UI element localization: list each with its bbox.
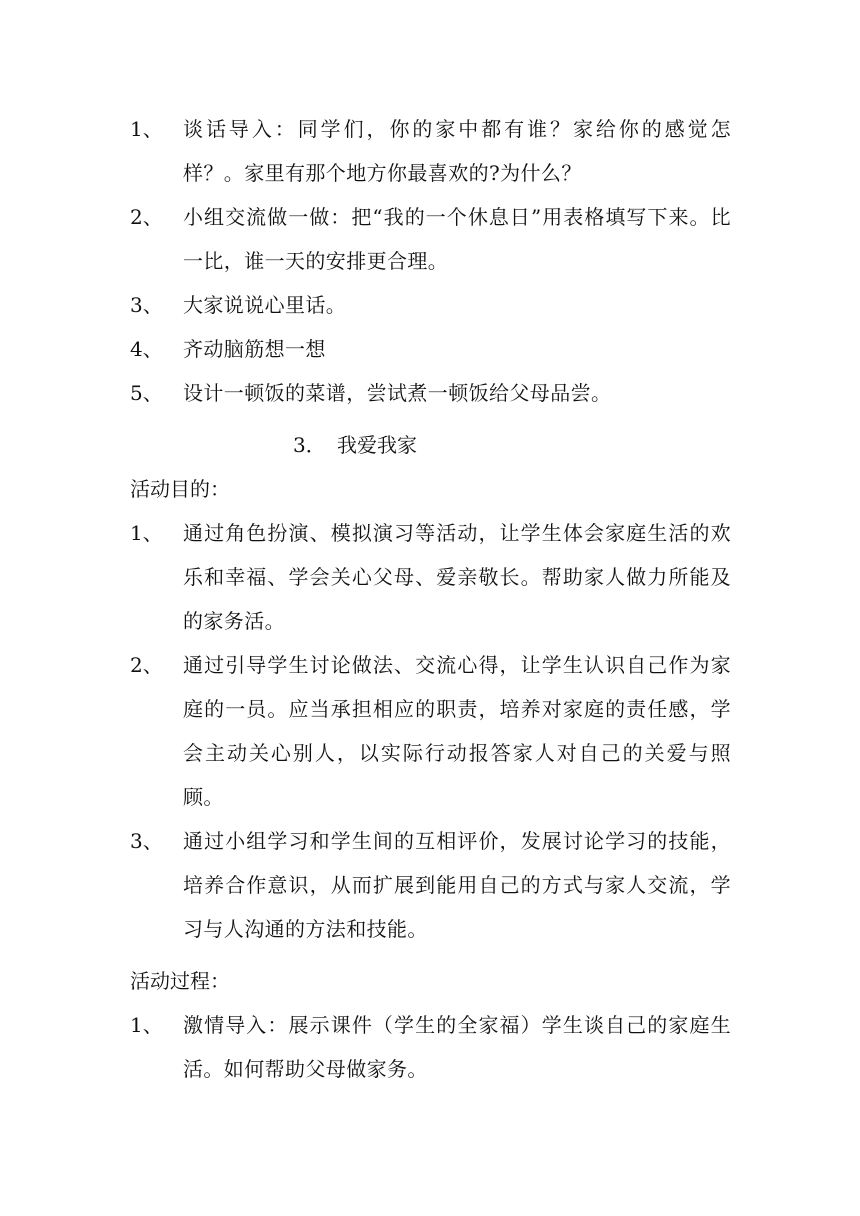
list-item-number: 1、: [130, 1013, 163, 1037]
list-item-text: 通过小组学习和学生间的互相评价，发展讨论学习的技能，培养合作意识，从而扩展到能用自己的方式与家人交流，学习与人沟通的方法和技能。: [183, 829, 731, 941]
list-item: [0, 1003, 860, 1091]
list-item-number: 5、: [130, 381, 163, 405]
list-item: [0, 511, 860, 643]
list-item-text: 齐动脑筋想一想: [183, 337, 326, 361]
list-item: [0, 107, 860, 195]
list-item-text: 通过引导学生讨论做法、交流心得，让学生认识自己作为家庭的一员。应当承担相应的职责，培养对家庭的责任感，学会主动关心别人，以实际行动报答家人对自己的关爱与照顾。: [183, 653, 731, 809]
list-item: [0, 283, 860, 327]
list-item: [0, 819, 860, 951]
list-item: [0, 643, 860, 819]
list-item-text: 谈话导入：同学们，你的家中都有谁？家给你的感觉怎样？。家里有那个地方你最喜欢的?为什么？: [183, 117, 731, 185]
list-item-number: 4、: [130, 337, 163, 361]
list-item-text: 激情导入：展示课件（学生的全家福）学生谈自己的家庭生活。如何帮助父母做家务。: [183, 1013, 731, 1081]
process-heading: 活动过程：: [130, 969, 230, 993]
process-list: [0, 1003, 860, 1091]
goals-list: [0, 511, 860, 951]
list-item-number: 3、: [130, 829, 163, 853]
intro-list: [0, 107, 860, 415]
list-item-number: 2、: [130, 205, 163, 229]
goals-heading: 活动目的：: [130, 477, 230, 501]
list-item-number: 3、: [130, 293, 163, 317]
list-item-text: 大家说说心里话。: [183, 293, 347, 317]
list-item: [0, 195, 860, 283]
list-item: [0, 371, 860, 415]
section-title: 我爱我家: [337, 433, 417, 457]
list-item-number: 1、: [130, 117, 163, 141]
section-title-number: 3．: [293, 433, 326, 457]
list-item-number: 2、: [130, 653, 163, 677]
list-item-text: 小组交流做一做：把“我的一个休息日”用表格填写下来。比一比，谁一天的安排更合理。: [183, 205, 731, 273]
list-item: [0, 327, 860, 371]
list-item-text: 设计一顿饭的菜谱，尝试煮一顿饭给父母品尝。: [183, 381, 612, 405]
list-item-text: 通过角色扮演、模拟演习等活动，让学生体会家庭生活的欢乐和幸福、学会关心父母、爱亲敬长。帮助家人做力所能及的家务活。: [183, 521, 731, 633]
list-item-number: 1、: [130, 521, 163, 545]
